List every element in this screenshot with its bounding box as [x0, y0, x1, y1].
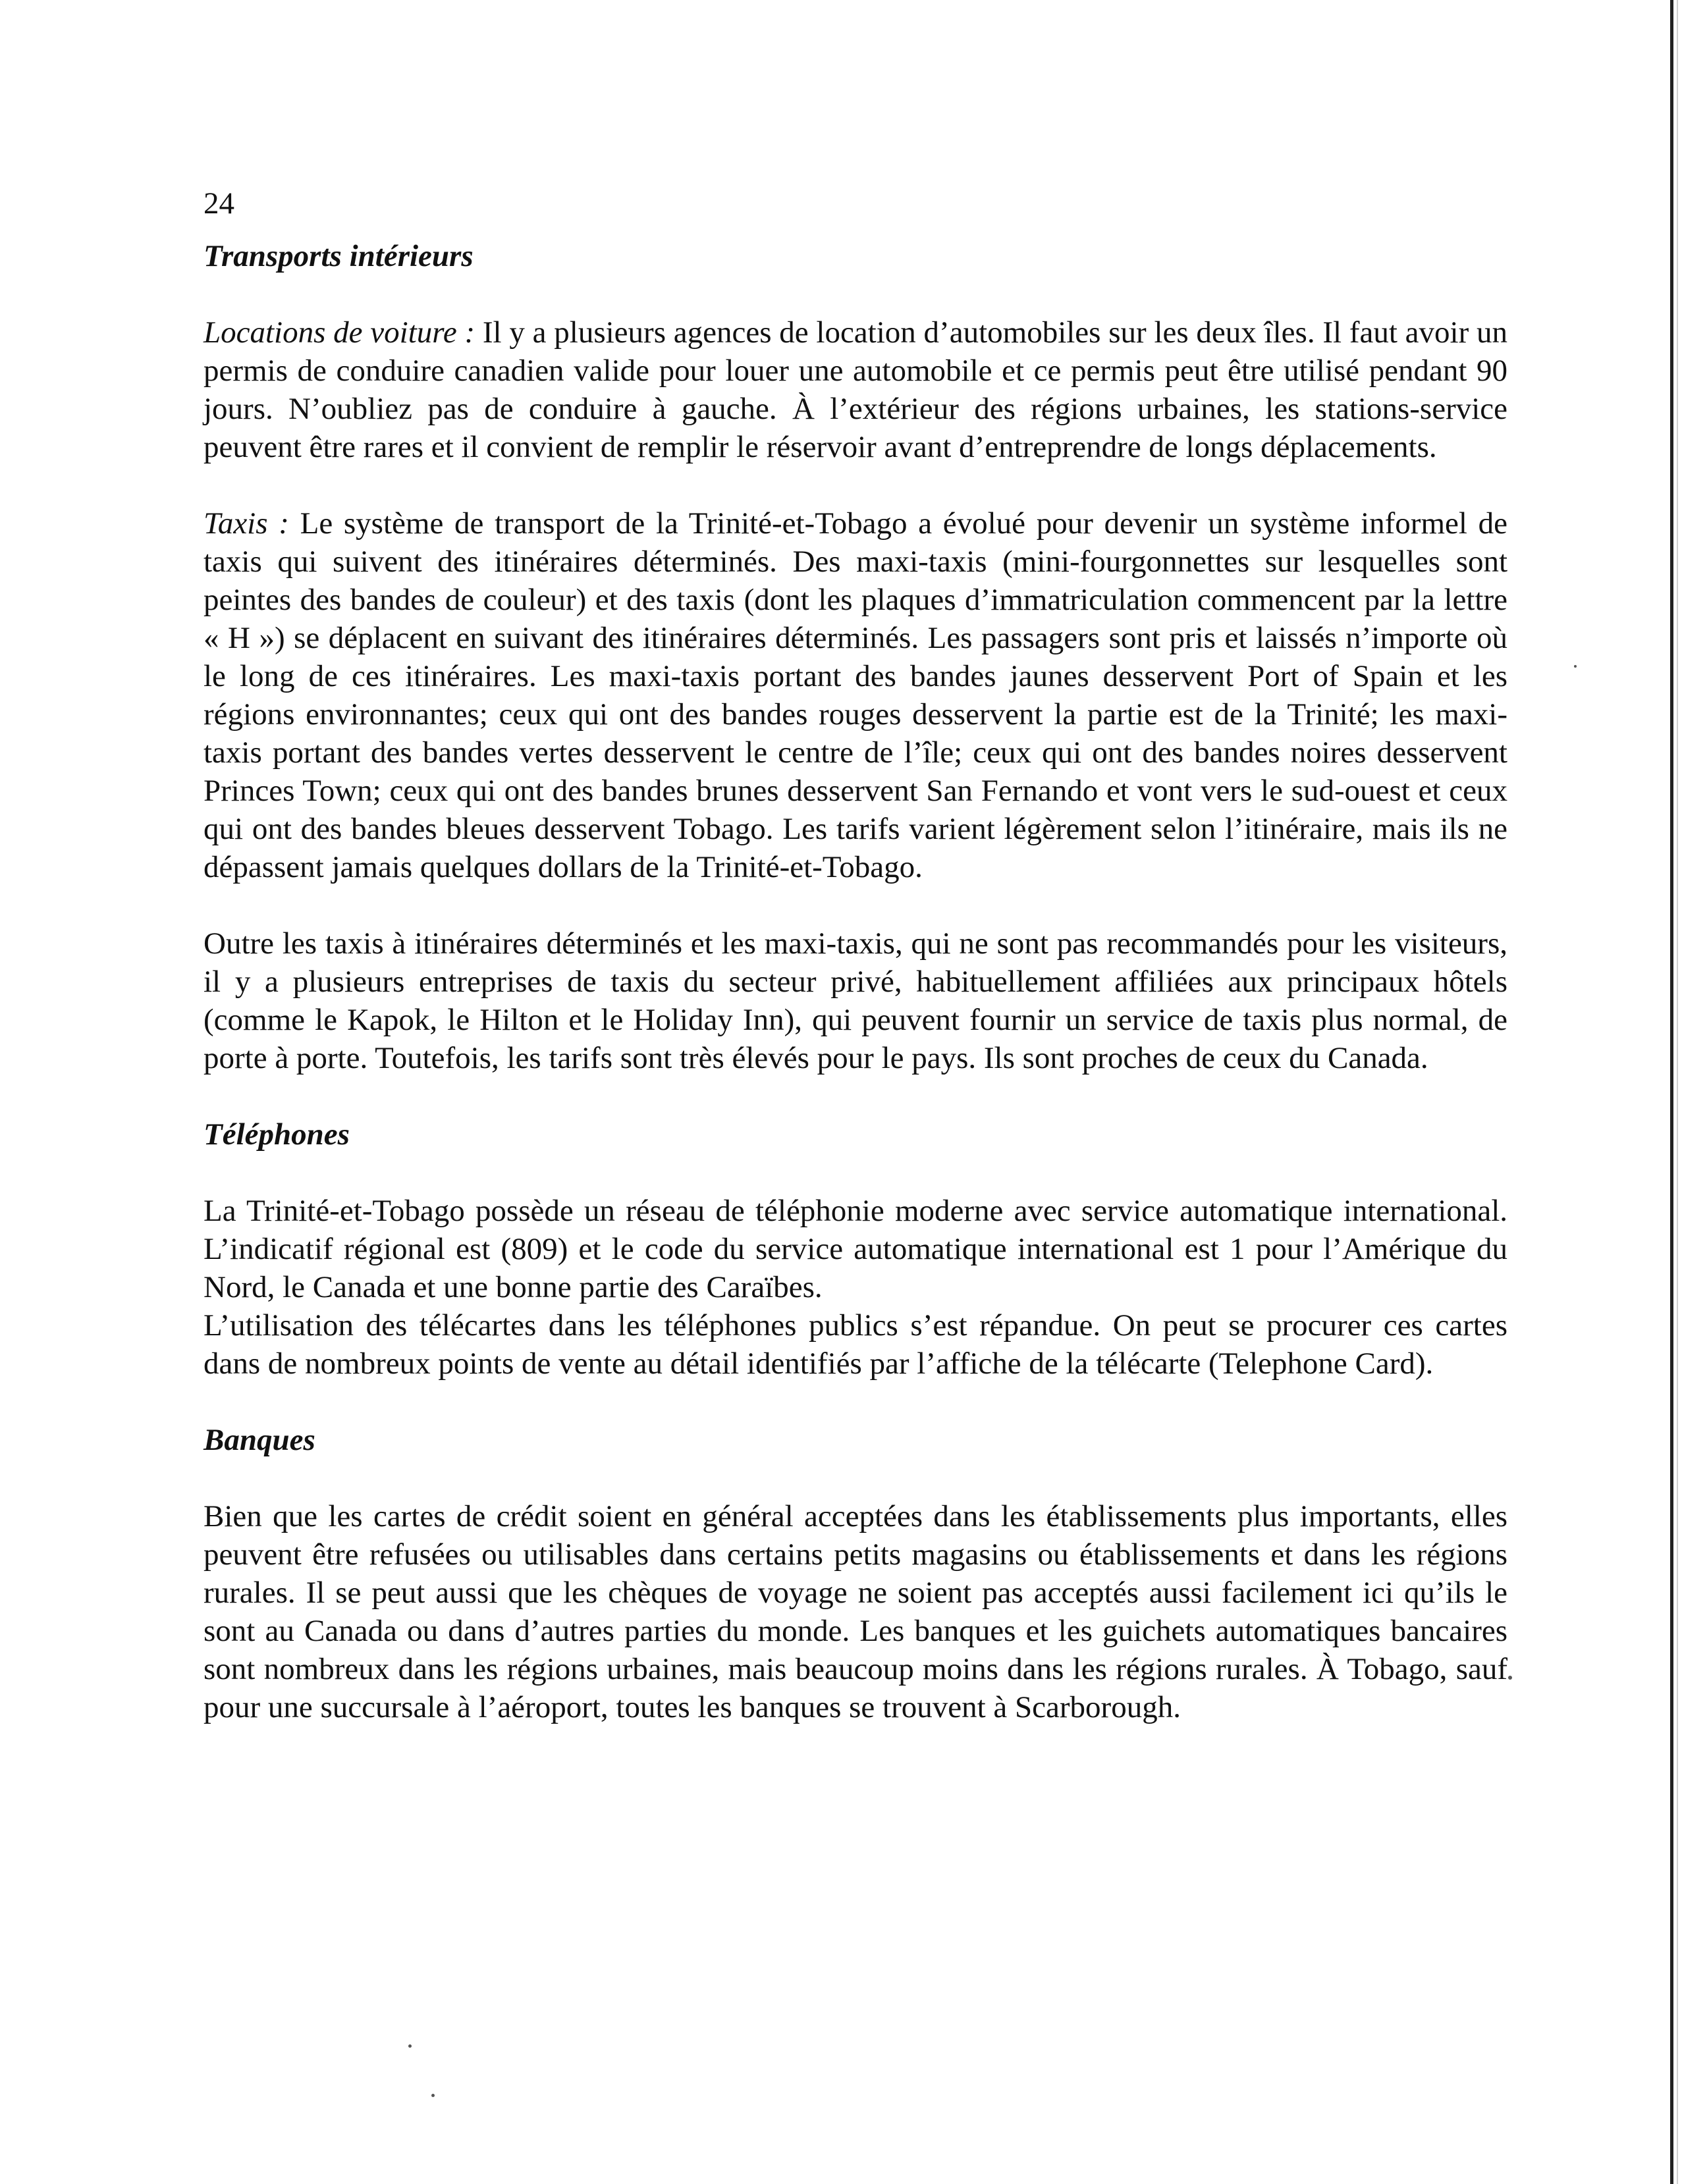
document-body	[203, 184, 1507, 1765]
paragraph-banques: Bien que les cartes de crédit soient en général acceptées dans les établissements plus importants, elles peuvent être refusées ou utilisables dans certains petits magasins ou établissements et dans les régions rurales. Il se peut aussi que les chèques de voyage ne soient pas acceptés aussi facilement ici qu’ils le sont au Canada ou dans d’autres parties du monde. Les banques et les guichets automatiques bancaires sont nombreux dans les régions urbaines, mais beaucoup moins dans les régions rurales. À Tobago, sauf pour une succursale à l’aéroport, toutes les banques se trouvent à Scarborough.	[203, 1499, 1507, 1724]
lead-locations-de-voiture: Locations de voiture :	[203, 315, 475, 350]
scan-speck	[1574, 665, 1577, 668]
text-locations-de-voiture: Il y a plusieurs agences de location d’automobiles sur les deux îles. Il faut avoir un permis de conduire canadien valide pour louer une automobile et ce permis peut être utilisé pendant 90 jours. N’oubliez pas de conduire à gauche. À l’extérieur des régions urbaines, les stations-service peuvent être rares et il convient de remplir le réservoir avant d’entreprendre de longs déplacements.	[203, 315, 1508, 464]
paragraph-taxis	[203, 504, 1507, 886]
page-number: 24	[203, 186, 234, 221]
heading-banques: Banques	[203, 1423, 315, 1457]
scan-speck	[1508, 1676, 1512, 1680]
page-edge-faint-line	[1677, 0, 1678, 2184]
page-edge-shadow	[1670, 0, 1673, 2184]
scan-speck	[431, 2094, 435, 2097]
paragraph-taxis-prives: Outre les taxis à itinéraires déterminés et les maxi-taxis, qui ne sont pas recommandés pour les visiteurs, il y a plusieurs entreprises de taxis du secteur privé, habituellement affiliées aux principaux hôtels (comme le Kapok, le Hilton et le Holiday Inn), qui peuvent fournir un service de taxis plus normal, de porte à porte. Toutefois, les tarifs sont très élevés pour le pays. Ils sont proches de ceux du Canada.	[203, 926, 1507, 1075]
scan-speck	[408, 2044, 412, 2048]
paragraph-reseau-telephonique: La Trinité-et-Tobago possède un réseau de téléphonie moderne avec service automatique international. L’indicatif régional est (809) et le code du service automatique international est 1 pour l’Amérique du Nord, le Canada et une bonne partie des Caraïbes.	[203, 1194, 1507, 1304]
heading-transports-interieurs: Transports intérieurs	[203, 239, 474, 273]
paragraph-locations-de-voiture	[203, 313, 1507, 466]
heading-telephones: Téléphones	[203, 1117, 350, 1152]
text-taxis: Le système de transport de la Trinité-et-Tobago a évolué pour devenir un système informel de taxis qui suivent des itinéraires déterminés. Des maxi-taxis (mini-fourgonnettes sur lesquelles sont peintes des bandes de couleur) et des taxis (dont les plaques d’immatriculation commencent par la lettre « H ») se déplacent en suivant des itinéraires déterminés. Les passagers sont pris et laissés n’importe où le long de ces itinéraires. Les maxi-taxis portant des bandes jaunes desservent Port of Spain et les régions environnantes; ceux qui ont des bandes rouges desservent la partie est de la Trinité; les maxi-taxis portant des bandes vertes desservent le centre de l’île; ceux qui ont des bandes noires desservent Princes Town; ceux qui ont des bandes brunes desservent San Fernando et vont vers le sud-ouest et ceux qui ont des bandes bleues desservent Tobago. Les tarifs varient légèrement selon l’itinéraire, mais ils ne dépassent jamais quelques dollars de la Trinité-et-Tobago.	[203, 506, 1508, 884]
lead-taxis: Taxis :	[203, 506, 289, 541]
paragraph-telecartes: L’utilisation des télécartes dans les téléphones publics s’est répandue. On peut se procurer ces cartes dans de nombreux points de vente au détail identifiés par l’affiche de la télécarte (Telephone Card).	[203, 1308, 1507, 1381]
